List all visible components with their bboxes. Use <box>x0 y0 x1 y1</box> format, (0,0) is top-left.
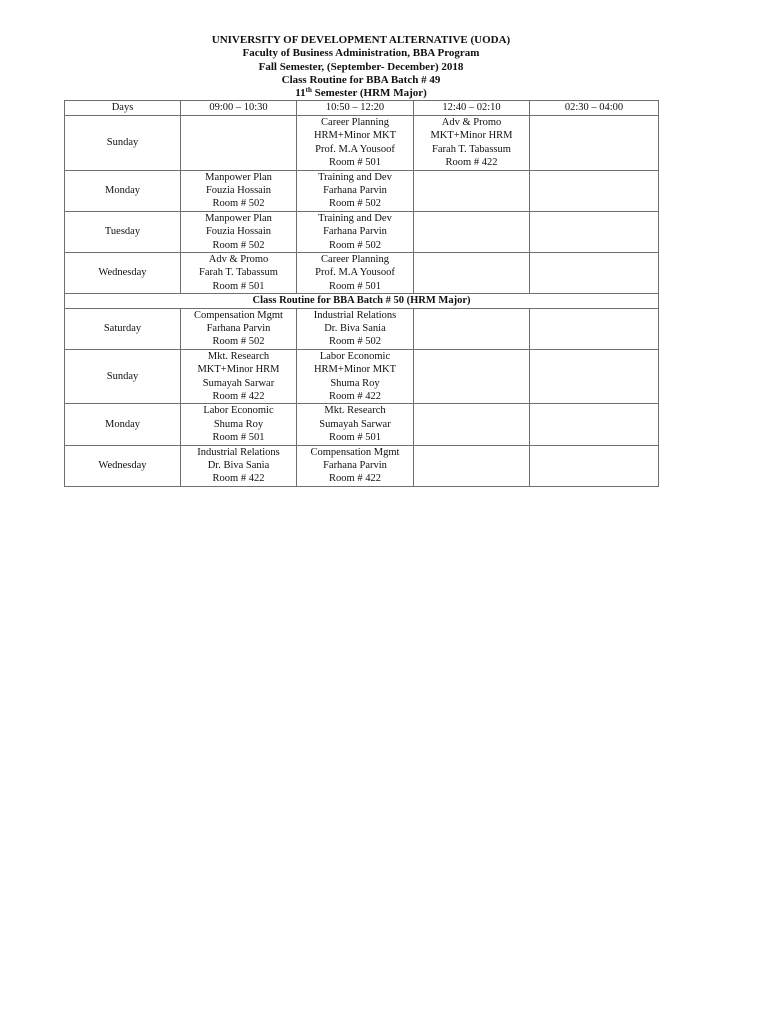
teacher-name: Shuma Roy <box>330 377 380 389</box>
semester-title <box>64 87 658 100</box>
class-cell <box>297 115 414 170</box>
day-cell: Tuesday <box>65 211 181 252</box>
column-header-days: Days <box>65 101 181 115</box>
class-cell-empty <box>414 170 530 211</box>
course-name: Labor Economic <box>319 350 391 362</box>
table-row <box>65 115 659 170</box>
course-name: Manpower Plan <box>205 212 272 224</box>
room-number: Room # 501 <box>329 157 381 169</box>
table-row <box>65 211 659 252</box>
course-name: Industrial Relations <box>197 446 280 458</box>
class-cell-empty <box>530 349 659 404</box>
teacher-name: Farhana Parvin <box>323 226 387 238</box>
teacher-name: Farah T. Tabassum <box>199 267 278 279</box>
class-cell-empty <box>530 308 659 349</box>
teacher-name: Prof. M.A Yousoof <box>315 267 395 279</box>
class-cell <box>181 308 297 349</box>
room-number: Room # 502 <box>329 336 381 348</box>
batch-50-title: Class Routine for BBA Batch # 50 (HRM Major) <box>65 294 659 308</box>
course-name: Labor Economic <box>203 405 274 417</box>
day-cell: Monday <box>65 404 181 445</box>
teacher-name: Prof. M.A Yousoof <box>315 143 395 155</box>
table-row <box>65 445 659 486</box>
day-cell: Sunday <box>65 115 181 170</box>
course-group: HRM+Minor MKT <box>313 364 397 376</box>
room-number: Room # 502 <box>329 198 381 210</box>
semester-ordinal-suffix: th <box>305 86 312 95</box>
class-cell <box>297 445 414 486</box>
day-cell: Wednesday <box>65 252 181 293</box>
semester-period: Fall Semester, (September- December) 2018 <box>258 60 464 73</box>
day-cell: Monday <box>65 170 181 211</box>
table-row <box>65 308 659 349</box>
class-cell <box>181 252 297 293</box>
room-number: Room # 502 <box>212 239 265 251</box>
course-group: MKT+Minor HRM <box>197 364 280 376</box>
course-name: Compensation Mgmt <box>310 446 400 458</box>
class-cell <box>297 404 414 445</box>
room-number: Room # 501 <box>329 280 381 292</box>
column-header-slot-3: 12:40 – 02:10 <box>414 101 530 115</box>
class-cell <box>181 445 297 486</box>
column-header-slot-2: 10:50 – 12:20 <box>297 101 414 115</box>
room-number: Room # 502 <box>212 198 265 210</box>
day-cell: Saturday <box>65 308 181 349</box>
course-group: HRM+Minor MKT <box>313 130 397 142</box>
room-number: Room # 422 <box>329 473 381 485</box>
day-cell: Wednesday <box>65 445 181 486</box>
course-name: Career Planning <box>321 116 389 128</box>
teacher-name: Dr. Biva Sania <box>207 460 270 472</box>
class-cell <box>297 308 414 349</box>
class-cell-empty <box>414 349 530 404</box>
table-row <box>65 252 659 293</box>
course-name: Training and Dev <box>318 212 392 224</box>
table-header-row <box>65 101 659 115</box>
course-name: Mkt. Research <box>324 405 386 417</box>
course-name: Manpower Plan <box>205 171 272 183</box>
class-cell <box>414 115 530 170</box>
class-cell <box>297 349 414 404</box>
course-name: Training and Dev <box>318 171 392 183</box>
course-name: Career Planning <box>321 253 389 265</box>
class-cell-empty <box>530 404 659 445</box>
class-cell <box>181 170 297 211</box>
class-cell-empty <box>530 445 659 486</box>
class-cell-empty <box>414 404 530 445</box>
class-cell <box>297 170 414 211</box>
course-name: Adv & Promo <box>441 116 502 128</box>
class-cell-empty <box>530 170 659 211</box>
room-number: Room # 501 <box>212 432 265 444</box>
course-group: MKT+Minor HRM <box>430 130 513 142</box>
teacher-name: Sumayah Sarwar <box>319 418 391 430</box>
teacher-name: Farhana Parvin <box>323 460 387 472</box>
class-cell-empty <box>530 115 659 170</box>
table-row <box>65 349 659 404</box>
room-number: Room # 502 <box>212 336 265 348</box>
document-header <box>64 34 658 100</box>
teacher-name: Farhana Parvin <box>323 184 387 196</box>
teacher-name: Sumayah Sarwar <box>202 377 275 389</box>
class-cell <box>181 349 297 404</box>
class-cell-empty <box>181 115 297 170</box>
semester-major: Semester (HRM Major) <box>311 87 427 100</box>
course-name: Adv & Promo <box>208 253 269 265</box>
column-header-slot-1: 09:00 – 10:30 <box>181 101 297 115</box>
batch-49-title: Class Routine for BBA Batch # 49 <box>281 73 441 86</box>
course-name: Compensation Mgmt <box>194 309 283 321</box>
room-number: Room # 422 <box>329 391 381 403</box>
column-header-slot-4: 02:30 – 04:00 <box>530 101 659 115</box>
faculty-title: Faculty of Business Administration, BBA Program <box>242 47 480 60</box>
class-cell-empty <box>414 308 530 349</box>
course-name: Mkt. Research <box>207 350 270 362</box>
teacher-name: Fouzia Hossain <box>205 184 272 196</box>
table-row <box>65 404 659 445</box>
routine-page <box>64 34 658 487</box>
room-number: Room # 501 <box>329 432 381 444</box>
teacher-name: Fouzia Hossain <box>205 226 272 238</box>
class-cell-empty <box>414 211 530 252</box>
teacher-name: Farah T. Tabassum <box>432 143 511 155</box>
class-routine-table <box>64 100 659 486</box>
teacher-name: Shuma Roy <box>213 418 264 430</box>
teacher-name: Dr. Biva Sania <box>324 322 386 334</box>
university-title: UNIVERSITY OF DEVELOPMENT ALTERNATIVE (UODA) <box>211 34 511 46</box>
class-cell <box>181 404 297 445</box>
class-cell-empty <box>414 252 530 293</box>
teacher-name: Farhana Parvin <box>206 322 271 334</box>
course-name: Industrial Relations <box>313 309 397 321</box>
semester-number: 11 <box>295 87 306 100</box>
room-number: Room # 422 <box>212 391 265 403</box>
room-number: Room # 502 <box>329 239 381 251</box>
room-number: Room # 422 <box>212 473 265 485</box>
class-cell <box>297 211 414 252</box>
class-cell <box>297 252 414 293</box>
day-cell: Sunday <box>65 349 181 404</box>
class-cell <box>181 211 297 252</box>
class-cell-empty <box>414 445 530 486</box>
class-cell-empty <box>530 252 659 293</box>
batch-50-title-row <box>65 294 659 308</box>
room-number: Room # 422 <box>445 157 498 169</box>
room-number: Room # 501 <box>212 280 265 292</box>
table-row <box>65 170 659 211</box>
class-cell-empty <box>530 211 659 252</box>
